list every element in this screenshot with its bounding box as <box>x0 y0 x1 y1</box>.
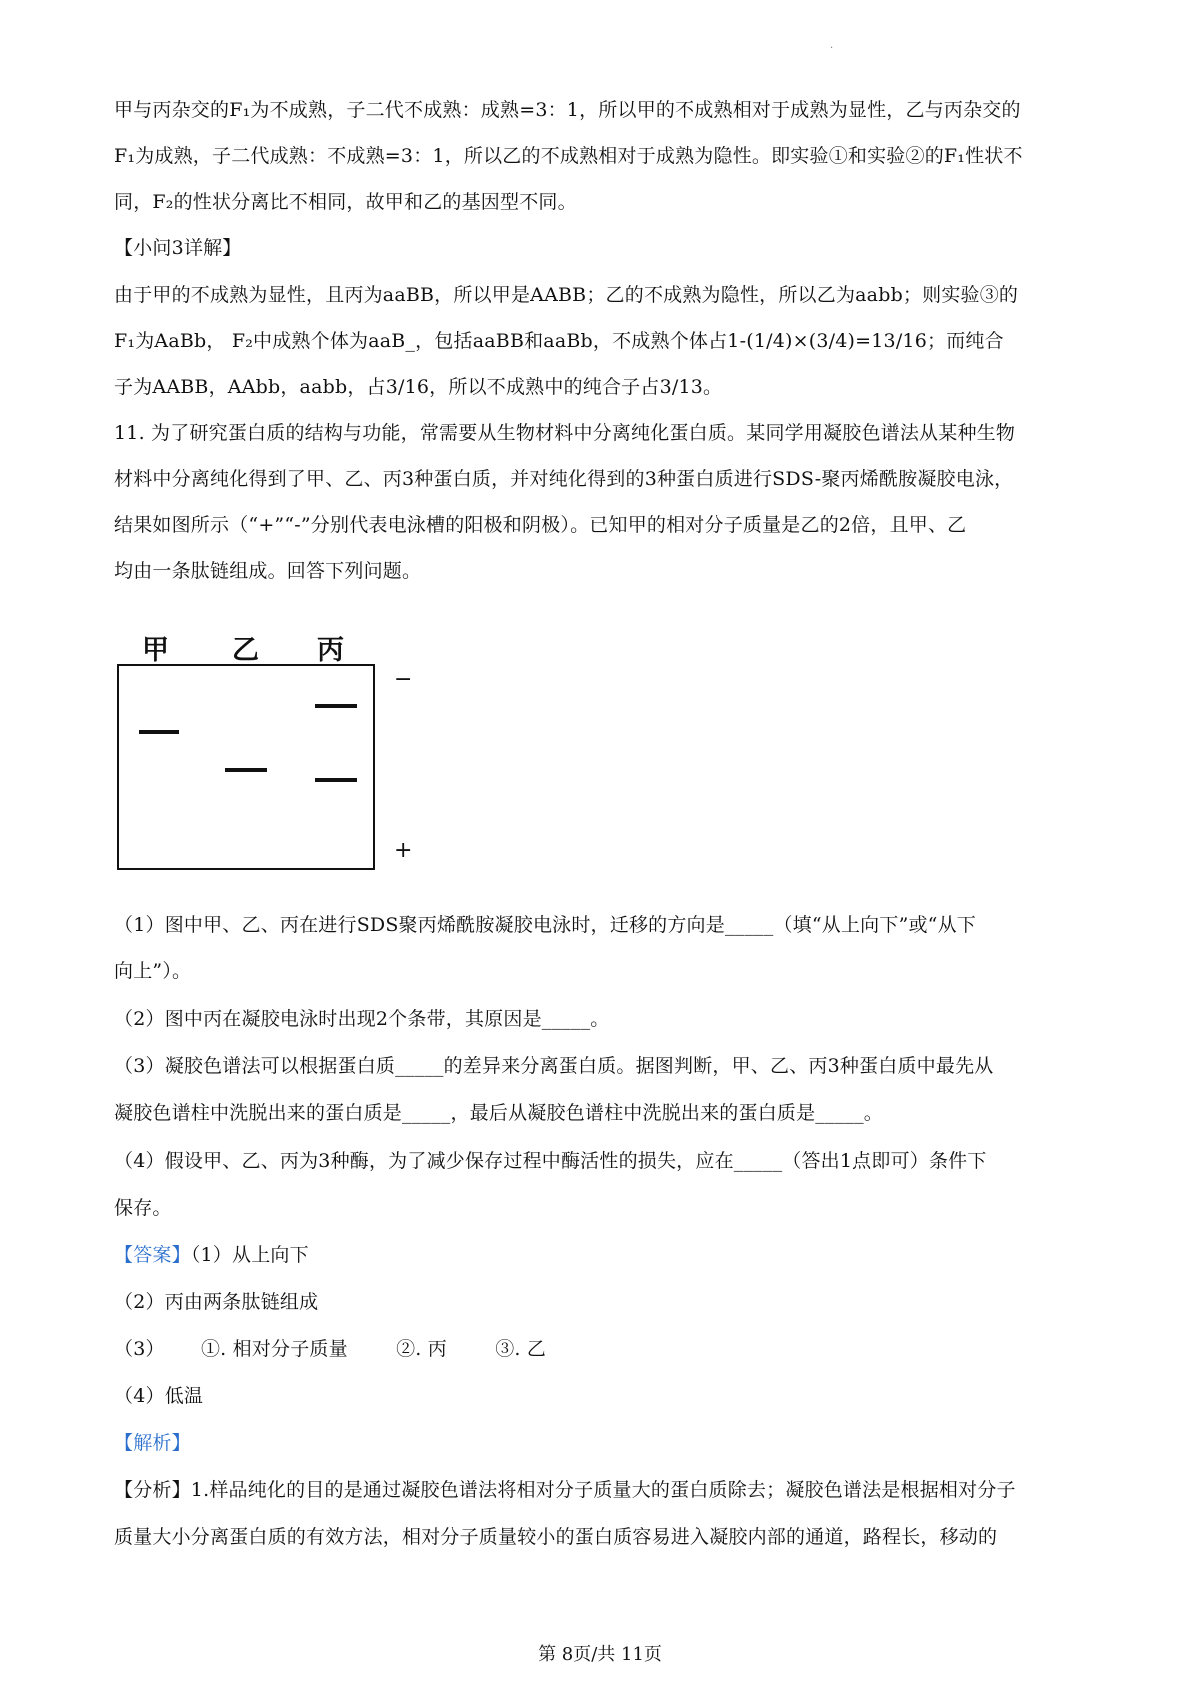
question-stem: 材料中分离纯化得到了甲、乙、丙3种蛋白质，并对纯化得到的3种蛋白质进行SDS-聚丙烯酰胺凝胶电泳， <box>114 468 1014 490</box>
sub-question-3: （3）凝胶色谱法可以根据蛋白质_____的差异来分离蛋白质。据图判断，甲、乙、丙3种蛋白质中最先从 <box>114 1055 994 1077</box>
answer-tag: 【答案】 <box>114 1244 191 1266</box>
sub-question-1: （1）图中甲、乙、丙在进行SDS聚丙烯酰胺凝胶电泳时，迁移的方向是_____（填“从上向下”或“从下 <box>114 914 976 936</box>
answer-3-item: ③. 乙 <box>495 1338 547 1360</box>
answer-2: （2）丙由两条肽链组成 <box>114 1291 319 1313</box>
gel-box <box>117 664 375 870</box>
text-line: F₁为AaBb， F₂中成熟个体为aaB_，包括aaBB和aaBb，不成熟个体占1-(1/4)×(3/4)=13/16；而纯合 <box>114 330 1004 352</box>
lane-label-jia: 甲 <box>142 635 169 666</box>
sub-question-2: （2）图中丙在凝胶电泳时出现2个条带，其原因是_____。 <box>114 1008 610 1030</box>
band-bing-upper <box>315 704 357 708</box>
text-line: 子为AABB，AAbb，aabb，占3/16，所以不成熟中的纯合子占3/13。 <box>114 376 723 398</box>
lane-label-yi: 乙 <box>232 635 259 666</box>
sub-question-4-cont: 保存。 <box>114 1197 172 1219</box>
answer-4: （4）低温 <box>114 1385 204 1407</box>
answer-line-1 <box>114 1243 1100 1267</box>
scan-dot: . <box>830 40 834 51</box>
answer-3-prefix: （3） <box>114 1338 165 1360</box>
subsection-heading: 【小问3详解】 <box>114 237 242 259</box>
sub-question-3-cont: 凝胶色谱柱中洗脱出来的蛋白质是_____，最后从凝胶色谱柱中洗脱出来的蛋白质是_____。 <box>114 1102 884 1124</box>
cathode-sign: − <box>394 667 413 692</box>
question-stem: 11. 为了研究蛋白质的结构与功能，常需要从生物材料中分离纯化蛋白质。某同学用凝胶色谱法从某种生物 <box>114 422 1016 444</box>
analysis-line: 【分析】1.样品纯化的目的是通过凝胶色谱法将相对分子质量大的蛋白质除去；凝胶色谱法是根据相对分子 <box>114 1479 1016 1501</box>
answer-3-item: ②. 丙 <box>396 1338 447 1360</box>
question-stem: 均由一条肽链组成。回答下列问题。 <box>114 560 422 582</box>
question-stem: 结果如图所示（“+”“-”分别代表电泳槽的阳极和阴极）。已知甲的相对分子质量是乙的2倍，且甲、乙 <box>114 514 967 536</box>
analysis-line: 质量大小分离蛋白质的有效方法，相对分子质量较小的蛋白质容易进入凝胶内部的通道，路程长，移动的 <box>114 1526 998 1548</box>
text-line: 甲与丙杂交的F₁为不成熟，子二代不成熟：成熟=3：1，所以甲的不成熟相对于成熟为显性，乙与丙杂交的 <box>114 99 1021 121</box>
answer-line-3 <box>114 1337 1100 1361</box>
page-footer: 第 8页/共 11页 <box>538 1644 662 1665</box>
band-yi <box>225 768 267 772</box>
band-bing-lower <box>315 778 357 782</box>
text-line: F₁为成熟，子二代成熟：不成熟=3：1，所以乙的不成熟相对于成熟为隐性。即实验①和实验②的F₁性状不 <box>114 145 1023 167</box>
band-jia <box>139 730 179 734</box>
answer-1: （1）从上向下 <box>190 1244 309 1266</box>
sub-question-1-cont: 向上”）。 <box>114 960 192 982</box>
text-line: 同，F₂的性状分离比不相同，故甲和乙的基因型不同。 <box>114 191 577 213</box>
sub-question-4: （4）假设甲、乙、丙为3种酶，为了减少保存过程中酶活性的损失，应在_____（答出1点即可）条件下 <box>114 1150 987 1172</box>
anode-sign: + <box>394 838 413 863</box>
analysis-tag: 【解析】 <box>114 1432 191 1454</box>
answer-3-item: ①. 相对分子质量 <box>200 1338 348 1360</box>
lane-label-bing: 丙 <box>317 635 344 666</box>
text-line: 由于甲的不成熟为显性，且丙为aaBB，所以甲是AABB；乙的不成熟为隐性，所以乙为aabb；则实验③的 <box>114 284 1019 306</box>
